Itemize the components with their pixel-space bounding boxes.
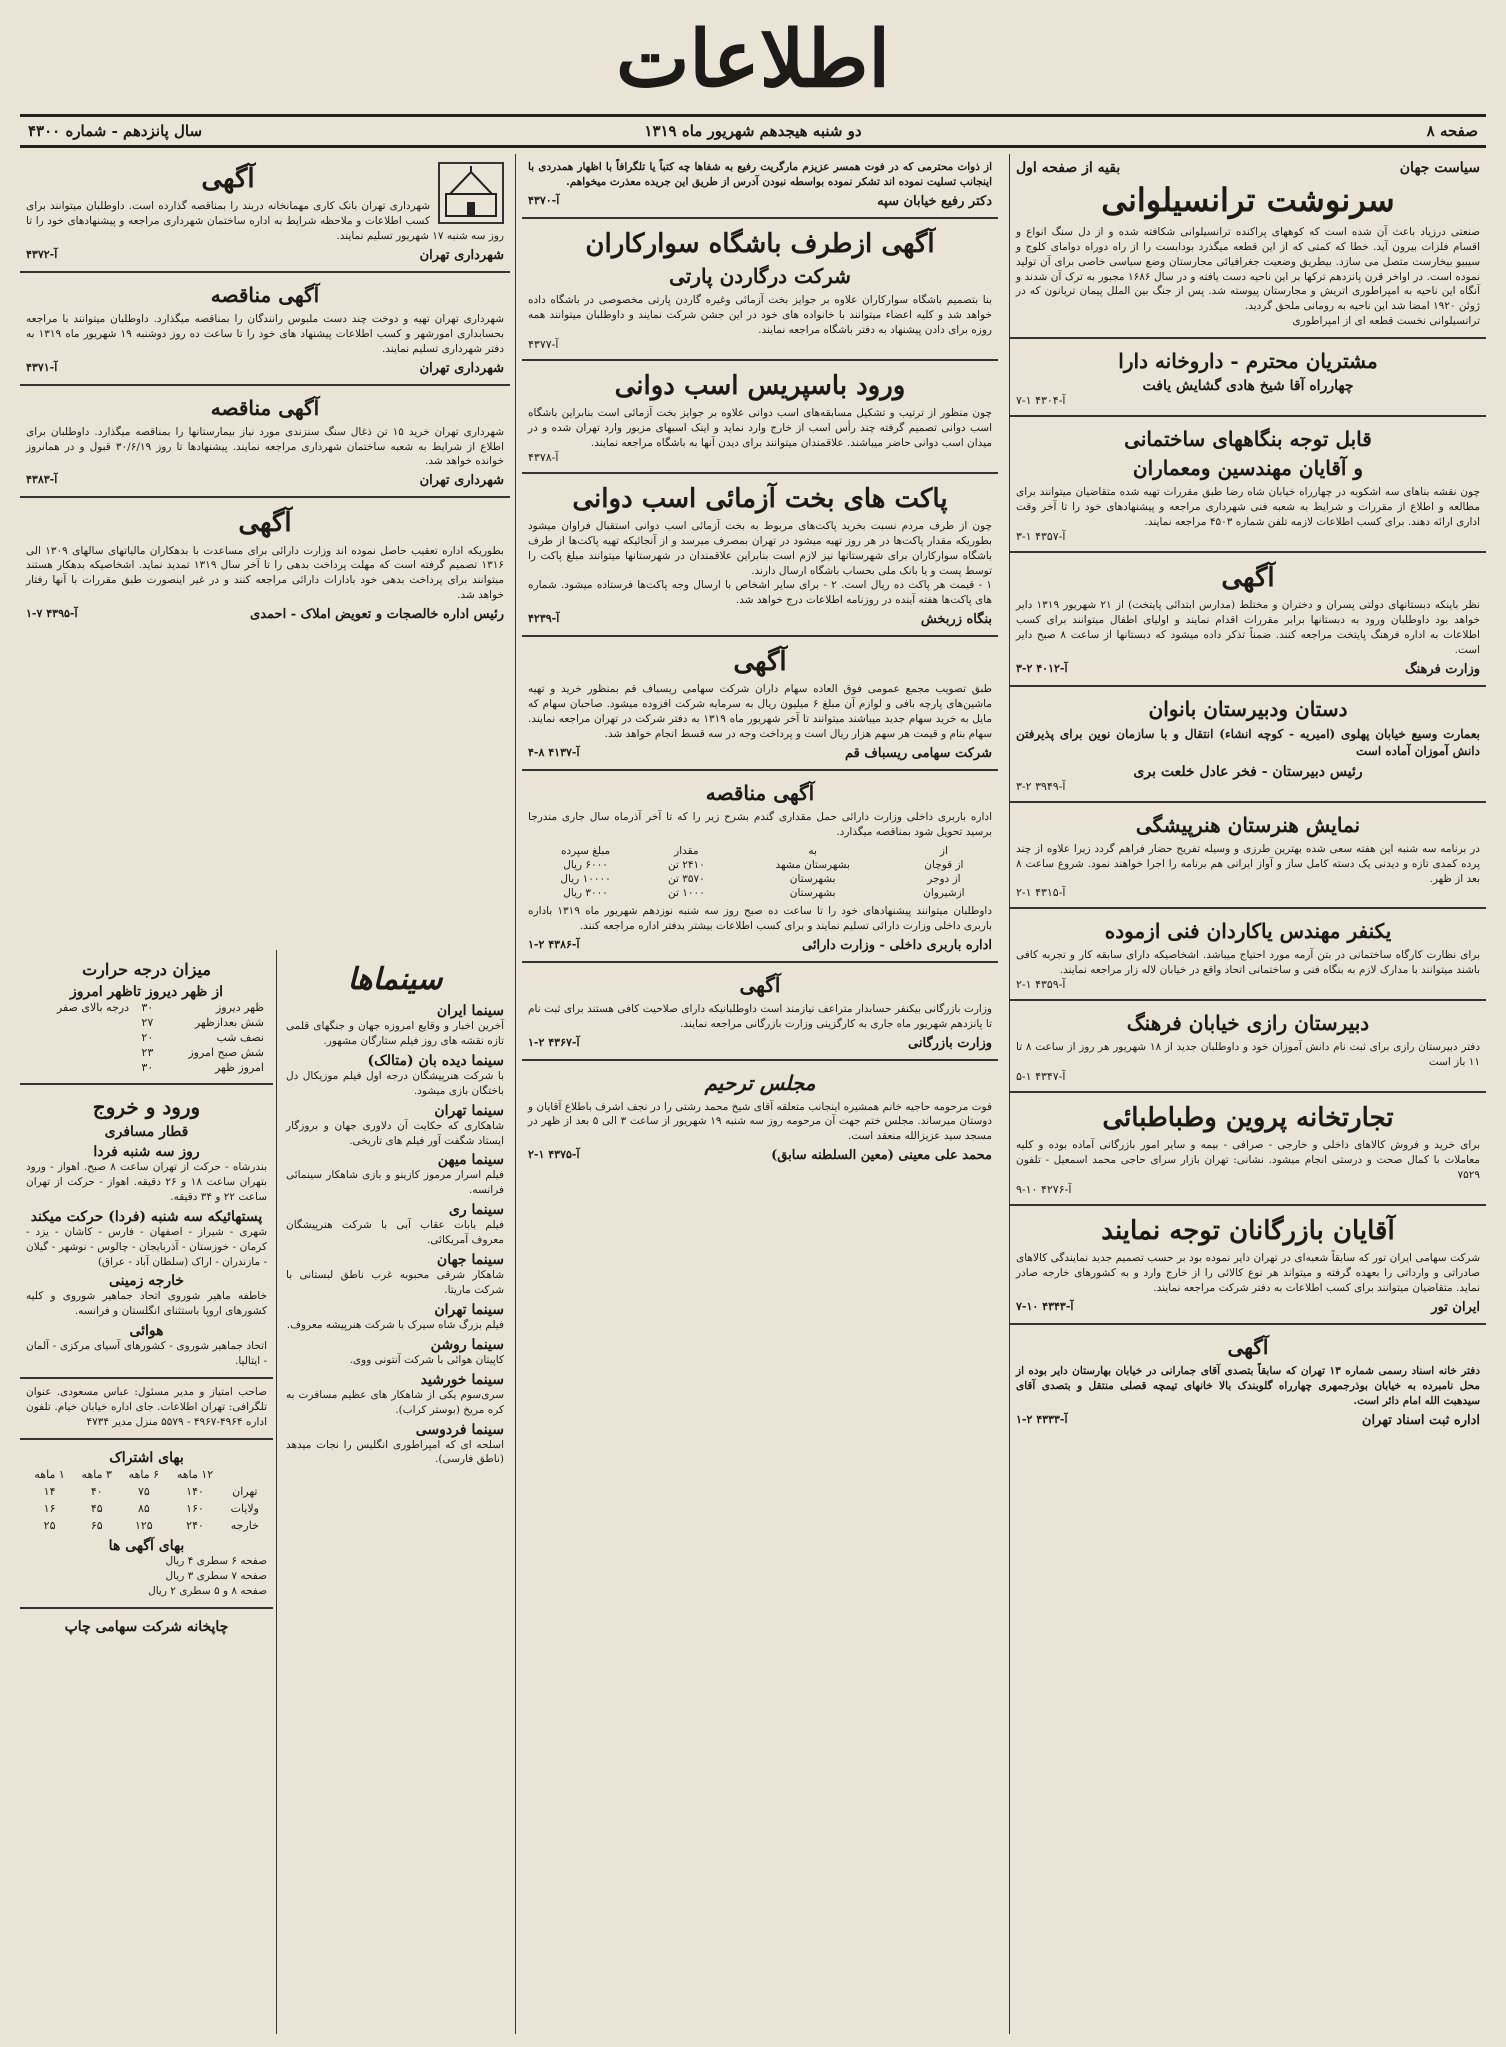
table-cell: بشهرستان	[789, 886, 836, 899]
ad-reference: آ-۳۹۴۹ ۲-۳	[1016, 779, 1066, 793]
travel-subheadline: قطار مسافری	[104, 1124, 189, 1140]
cinema-name: سینما ایران	[436, 1003, 504, 1019]
table-header: ۱ ماهه	[34, 1467, 65, 1481]
ad-headline: مجلس ترحیم	[704, 1070, 816, 1095]
table-cell: ظهر دیروز	[215, 1001, 264, 1014]
cinema-description: آخرین اخبار و وقایع امروزه جهان و جنگهای قلمی تازه نقشه های روز فیلم ستارگان مشهور.	[286, 1020, 504, 1047]
ad-headline: آگهی	[1221, 562, 1275, 593]
ad-headline: آگهی مناقصه	[210, 395, 320, 420]
ad-signer: وزارت بازرگانی	[908, 1035, 992, 1051]
ad-body: فوت مرحومه حاجیه خانم همشیره اینجانب متعلقه آقای شیخ محمد رشتی را در نجف اشرف باطلاع آقایان و دوستان میرساند. مجلس ختم جهت آن مرحومه روز سه شنبه ۱۹ شهریور از ساعت ۳ الی ۵ بعد از ظهر در مسجد سید عزیزالله منعقد است.	[528, 1100, 993, 1143]
table-cell: ۶۵	[90, 1518, 103, 1532]
ad-headline: پاکت های بخت آزمائی اسب دوانی	[572, 483, 948, 514]
table-header: از	[939, 844, 948, 857]
post-headline: پستهائیکه سه شنبه (فردا) حرکت میکند	[30, 1208, 263, 1225]
air-body: اتحاد جماهیر شوروی - کشورهای آسیای مرکزی - آلمان - ایتالیا.	[26, 1340, 267, 1368]
post-body: شهری - شیراز - اصفهان - فارس - کاشان - یزد - کرمان - خوزستان - آذربایجان - چالوس - نوشهر - گیلان - مازندران - اراک (سلطان آباد - عراق)	[26, 1225, 267, 1268]
cinema-listings	[280, 950, 510, 1475]
travel-date: روز سه شنبه فردا	[93, 1144, 200, 1160]
table-cell: ۱۴	[43, 1484, 56, 1498]
table-cell: ۱۴۰	[186, 1484, 204, 1498]
ad-body: دفتر خانه اسناد رسمی شماره ۱۳ تهران که سابقاً بتصدی آقای جمارانی در خیابان بهارستان دایر بوده از محل نامبرده به خیابان بوذرجمهری چهارراه گلوبندک بالا خانهای تیمچه قصلی منتقل و بتصدی آقای سیدهبت الله امام دائر است.	[1016, 1364, 1481, 1407]
cinema-item	[286, 1337, 504, 1368]
continued-label: بقیه از صفحه اول	[1016, 160, 1121, 176]
girls-school-ad	[1010, 687, 1486, 803]
travel-body: بندرشاه - حرکت از تهران ساعت ۸ صبح. اهواز - ورود بتهران ساعت ۱۸ و ۲۶ دقیقه. اهواز - حرکت از تهران ساعت ۲۲ و ۳۴ دقیقه.	[26, 1161, 267, 1203]
table-header: ۱۲ ماهه	[176, 1467, 214, 1481]
ad-reference: آ-۴۳۴۳ ۱۰-۷	[1016, 1299, 1074, 1313]
table-cell: امروز ظهر	[214, 1061, 264, 1074]
ad-signer: اداره باربری داخلی - وزارت دارائی	[802, 937, 992, 953]
ad-signer: شهرداری تهران	[419, 473, 504, 489]
ad-signer: دکتر رفیع خیابان سپه	[877, 193, 992, 209]
ad-body-2: ۱ - قیمت هر پاکت ده ریال است. ۲ - برای سایر اشخاص با ارسال وجه پاکت‌ها فرستاده میشود. شماره های پاکت‌ها هفته آینده در روزنامه اطلاعات درج خواهد شد.	[528, 579, 992, 607]
table-cell: ۲۵	[43, 1518, 56, 1532]
cinema-item	[286, 1053, 504, 1099]
table-header: ۶ ماهه	[128, 1467, 160, 1481]
ad-reference: آ-۴۳۷۲	[26, 247, 58, 261]
table-cell: ۷۵	[137, 1484, 150, 1498]
table-cell: ۳۰	[141, 1001, 154, 1014]
cinema-description: فیلم بابات عقاب آبی با شرکت هنرپیشگان معروف آمریکائی.	[286, 1219, 504, 1247]
ad-reference: آ-۴۲۷۶ ۱۰-۹	[1016, 1182, 1072, 1196]
ad-headline: آگهی	[1227, 1334, 1269, 1359]
ad-body: شرکت سهامی ایران تور که سابقاً شعبه‌ای در تهران دایر نموده بود بر حسب تصمیم جدید نمایندگی کالاهای صادراتی و وارداتی را بعهده گرفته و میتواند هر نوع کالائی را از خارج وارد و به کشورهای خارجه صادر نماید. متقاضیان میتوانند برای کسب اطلاعات به دفتر شرکت مراجعه نمایند.	[1016, 1252, 1480, 1294]
table-cell: نصف شب	[216, 1031, 264, 1044]
column-middle	[522, 154, 998, 2034]
table-row	[26, 1015, 267, 1030]
ad-body: وزارت بازرگانی بیکنفر حسابدار متراعف نیازمند است داوطلبانیکه دارای صلاحیت کافی هستند برای ثبت نام تا پانزدهم شهریور ماه جاری به کارگزینی وزارت بازرگانی مراجعه نمایند.	[528, 1002, 992, 1030]
table-cell: ۲۴۰	[186, 1518, 204, 1532]
table-cell: از دوجر	[927, 872, 961, 885]
ad-reference: آ-۴۳۷۵ ۱-۲	[528, 1148, 580, 1162]
subscription-headline: بهای اشتراک	[109, 1449, 184, 1466]
section-label: سیاست جهان	[1399, 160, 1480, 176]
table-cell: ۲۳	[141, 1046, 154, 1059]
weather-headline: میزان درجه حرارت	[82, 960, 211, 979]
municipality-emblem-icon	[438, 162, 504, 224]
table-cell: شش صبح امروز	[188, 1046, 264, 1059]
cinema-description: با شرکت هنرپیشگان درجه اول فیلم موزیکال دل باختگان بازی میشود.	[286, 1069, 504, 1097]
table-row	[26, 1060, 267, 1075]
riding-club-ad	[522, 219, 998, 361]
table-cell: ۱۰۰۰ تن	[667, 886, 705, 899]
culture-ministry-notice	[1010, 553, 1486, 687]
table-cell	[26, 1060, 132, 1075]
ad-body: بنا بتصمیم باشگاه سوارکاران علاوه بر جوایز بخت آزمائی وغیره گاردن پارتی مخصوصی در باشگاه داده خواهد شد و کلیه اعضاء میتوانند با خانواده های خود در این جشن شرکت نمایند و داوطلبان میتوانند همه روزه برای دادن پیشنهاد به دفتر باشگاه مراجعه نمایند.	[528, 294, 992, 336]
ad-reference: آ-۴۰۱۲ ۲-۳	[1016, 661, 1068, 675]
cinema-name: سینما ری	[448, 1202, 504, 1219]
table-row	[26, 1045, 267, 1060]
article-footer: ترانسیلوانی نخست قطعه ای از امپراطوری	[1292, 315, 1480, 328]
printer-name: چاپخانه شرکت سهامی چاپ	[64, 1618, 229, 1635]
ad-headline: مشتریان محترم - داروخانه دارا	[1118, 349, 1378, 374]
printer-box	[20, 1609, 273, 1643]
shareholders-notice	[522, 637, 998, 771]
razi-school-ad	[1010, 1001, 1486, 1093]
issue-number: سال پانزدهم - شماره ۴۳۰۰	[28, 122, 203, 140]
ad-body: چون نقشه بناهای سه اشکوبه در چهارراه خیابان شاه رضا طبق مقررات تهیه شده متقاضیان میتوانند برای مطالعه و اطلاع از مقررات و شرایط به شعبه فنی شهرداری مراجعه و پیشنهادهای خود را تا آخر وقت اداری ارائه دهند. برای کسب اطلاعات لازمه تلفن شماره ۴۵۰۳ مراجعه نمایند.	[1016, 486, 1480, 528]
table-cell: ۴۵	[90, 1501, 103, 1515]
table-cell: ۲۷	[141, 1016, 154, 1029]
ad-headline: آگهی مناقصه	[705, 781, 815, 806]
table-cell	[26, 1015, 132, 1030]
ad-reference: آ-۴۱۳۷ ۸-۴	[528, 746, 580, 760]
table-header: مبلغ سپرده	[561, 844, 611, 857]
table-row	[26, 1517, 267, 1534]
table-cell: خارجه	[230, 1518, 259, 1532]
cinema-description: کاپیتان هوائی با شرکت آنتونی ووی.	[349, 1353, 504, 1366]
air-headline: هوائی	[129, 1323, 164, 1340]
ad-headline: آگهی مناقصه	[210, 282, 320, 307]
ad-body: برای خرید و فروش کالاهای داخلی و خارجی - صرافی - بیمه و سایر امور بازرگانی آماده بوده و کلیه معاملات با کمال صحت و درستی انجام میشود. نشانی: تهران بازار سرای حاجی محمد اسمعیل - تلفون ۷۵۲۹	[1016, 1139, 1480, 1182]
ad-headline: دستان ودبیرستان بانوان	[1148, 696, 1348, 721]
ad-headline: آگهی	[201, 164, 255, 194]
article-headline: سرنوشت ترانسیلوانی	[1101, 181, 1395, 219]
travel-headline: ورود و خروج	[92, 1095, 201, 1119]
ad-signer: محمد علی معینی (معین السلطنه سابق)	[771, 1148, 992, 1164]
ad-body: چون از طرف مردم نسبت بخرید پاکت‌های مربوط به بخت آزمائی اسب دوانی استقبال فراوان میشود بطوریکه مقدار پاکت‌ها در هر روز تهیه میشود در تهران بمصرف میرسد و از آنجائیکه تهیه پاکت‌ها از طرف باشگاه سوارکاران برای شهرستانها نیز لازم است بنابراین علاقمندان در شهرستانها میتوانند مبلغ پاکت را توسط پست و یا بانک ملی بحساب باشگاه ارسال دارند.	[528, 519, 992, 577]
ad-reference: آ-۴۳۴۷ ۱-۵	[1016, 1070, 1066, 1084]
cinema-name: سینما تهران	[434, 1301, 504, 1318]
table-header-row	[528, 844, 992, 858]
table-cell: بشهرستان	[789, 872, 836, 885]
table-cell: ۱۲۵	[134, 1518, 153, 1532]
table-cell	[223, 1466, 267, 1483]
table-cell	[26, 1045, 132, 1060]
notary-notice	[1010, 1325, 1486, 1436]
ad-body: شهرداری تهران تهیه و دوخت چند دست ملبوس رانندگان را بمناقصه میگذارد. داوطلبان میتوانند با مراجعه بحسابداری امورشهر و کسب اطلاعات پیشنهاد های خود را تا ساعت ده روز دوشنبه ۱۹ شهریور ماه ۱۳۱۹ به دفتر شهرداری تسلیم نمایند.	[26, 312, 505, 355]
ad-body: طبق تصویب مجمع عمومی فوق العاده سهام داران شرکت سهامی ریسباف قم بمنظور خرید و تهیه ماشین‌های پارچه بافی و لوازم آن مبلغ ۶ میلیون ریال به سرمایه شرکت افزوده میشود. صاحبان سهام که مایل به خرید سهام جدید میباشند میتوانند تا آخر شهریور ماه ۱۳۱۹ به دفتر شرکت در تهران مراجعه نمایند. سهام بنام و قیمت هر سهم هزار ریال است و پرداخت وجه در سه قسط انجام خواهد شد.	[528, 683, 992, 741]
cinema-name: سینما دیده بان (متالک)	[367, 1052, 504, 1069]
table-cell: ۲۴۱۰ تن	[667, 858, 705, 871]
table-header: به	[808, 844, 817, 857]
cinema-description: سری‌سوم یکی از شاهکار های عظیم مسافرت به کره مریخ (بوستر کراب).	[286, 1388, 504, 1416]
cinema-name: سینما خورشید	[420, 1371, 504, 1388]
table-row	[26, 1000, 267, 1015]
table-cell: ۱۶۰	[186, 1501, 204, 1515]
ad-signer: شرکت سهامی ریسباف قم	[845, 746, 992, 762]
ad-headline: یکنفر مهندس یاکاردان فنی ازموده	[1104, 919, 1392, 944]
cinema-item	[286, 1152, 504, 1198]
ad-reference: آ-۴۳۱۵ ۱-۲	[1016, 886, 1066, 900]
ad-body: نظر باینکه دبستانهای دولتی پسران و دختران و مختلط (مدارس ابتدائی پایتخت) از ۲۱ شهریور ۱۳۱۹ دایر خواهد بود داوطلبان ورود به دبستانها برابر مقررات اقدام نمایند و اولیای اطفال میتوانند برای کسب اطلاعات به اداره فرهنگ پایتخت مراجعه کنند. ضمناً تذکر داده میشود که دبستانها از ساعت ۸ صبح دایر است.	[1016, 599, 1480, 656]
ad-body: دفتر دبیرستان رازی برای ثبت نام دانش آموزان خود و داوطلبان جدید از ۱۸ شهریور هر روز از ساعت ۸ تا ۱۱ باز است	[1016, 1041, 1480, 1069]
table-row	[528, 886, 992, 900]
table-row	[26, 1030, 267, 1045]
ad-headline: آگهی	[739, 972, 781, 997]
masthead	[0, 6, 1506, 114]
page-number: صفحه ۸	[1426, 122, 1478, 140]
ad-signer: شهرداری تهران	[419, 247, 504, 263]
ad-reference: آ-۴۳۷۸	[528, 450, 559, 464]
ad-reference: آ-۴۳۰۴ ۱-۷	[1016, 394, 1066, 408]
table-cell: ۸۵	[137, 1501, 150, 1515]
ad-body: در برنامه سه شنبه این هفته سعی شده بهترین طرزی و وسیله تفریح حضار فراهم گردد زیرا علاوه از چند پرده کمدی تازه و دیدنی یک دسته کامل ساز و آواز ایرانی هم برنامه را اجرا خواهند نمود. شروع ساعت ۸ بعد از ظهر.	[1016, 842, 1480, 885]
ad-reference: آ-۴۳۹۵ ۷-۱	[26, 607, 78, 621]
foreign-headline: خارجه زمینی	[108, 1273, 185, 1290]
ad-signer: ایران تور	[1431, 1299, 1480, 1315]
column-rule	[515, 154, 516, 2034]
table-row	[26, 1483, 267, 1500]
ad-signer: شهرداری تهران	[419, 360, 504, 376]
cinema-description: شاهکار شرقی محبوبه غرب ناطق لبستانی با شرکت ماریتا.	[286, 1269, 504, 1296]
table-cell: ۱۶	[43, 1501, 56, 1515]
cinema-description: اسلحه ای که امپراطوری انگلیس را نجات میدهد (ناطق فارسی).	[286, 1438, 504, 1466]
ad-headline: قابل توجه بنگاههای ساختمانی	[1124, 427, 1372, 452]
ad-reference: آ-۴۳۵۷ ۱-۳	[1016, 529, 1066, 543]
cinema-item	[286, 1302, 504, 1333]
ad-body: چون منظور از ترتیب و تشکیل مسابقه‌های اسب دوانی علاوه بر جوایز بخت آزمائی است بنابراین باشگاه اسب دوانی تصمیم گرفته چند رأس اسب از خارج وارد نماید و اینک اسبهای مزبور وارد تهران شده و در میدان اسب دوانی حاضر میباشند. علاقمندان میتوانند برای دیدن آنها به باشگاه مراجعه نمایند.	[528, 406, 992, 449]
wheat-tender	[522, 771, 998, 963]
table-header: مقدار	[674, 844, 699, 857]
article-body: صنعتی درزیاد باعث آن شده است که کوههای پراکنده ترانسیلوانی شکافته شده و از دل سنگ انواع و اقسام فلزات بیرون آید. خطا که کمتی که از این قطعه میگذرد بودابست را از راه دوراه دوامای کلوج و سیبیو بیخارست متصل می سازد. بیطریق وضعیت جغرافیائی مجارستان وضع سیاسی خاصی برای آن تولید نموده است. در اواخر قرن پانزدهم ترکها بر این ناحیه دست یافته و در سال ۱۶۸۶ مجبور به ترک آن شدند و آنگاه این ناحیه به امپراطوری اتریش و مجارستان پیوسته شد. پس از جنگ بین الملل پیمان تریانون که در ژوئن ۱۹۲۰ امضا شد این ناحیه به رومانی ملحق گردید.	[1016, 225, 1480, 313]
ad-signer: اداره ثبت اسناد تهران	[1361, 1412, 1480, 1428]
table-row	[528, 872, 992, 886]
weather-box	[20, 950, 273, 1085]
ad-reference: آ-۴۳۸۳	[26, 473, 58, 487]
cinema-item	[286, 1202, 504, 1248]
table-cell: ۳۵۷۰ تن	[667, 872, 705, 885]
ad-headline: آگهی	[733, 647, 787, 678]
horse-import-ad	[522, 361, 998, 474]
ad-reference: آ-۴۲۳۹	[528, 612, 560, 626]
dateline	[20, 114, 1486, 148]
uniform-tender	[20, 273, 510, 386]
condolence-thanks	[522, 154, 998, 219]
table-row	[528, 858, 992, 872]
column-rule	[276, 950, 277, 2034]
tax-notice	[20, 498, 510, 630]
ad-body: از ذوات محترمی که در فوت همسر عزیزم مارگریت رفیع به شفاها چه کتباً یا تلگرافاً با اظهار همدردی با اینجانب تسلیت نموده اند تشکر نموده بواسطه نبودن آدرس از طریق این جریده معذرت میخواهم.	[528, 161, 992, 188]
travel-box	[20, 1085, 273, 1379]
engineer-wanted-ad	[1010, 909, 1486, 1001]
table-row	[26, 1500, 267, 1517]
ad-body: بعمارت وسیع خیابان پهلوی (امیریه - کوچه انشاء) انتقال و با سازمان نوین برای پذیرفتن دانش آموزان آماده است	[1016, 726, 1480, 758]
ad-body: شهرداری تهران بانک کاری مهمانخانه دربند را بمناقصه گذارده است. داوطلبان میتوانند برای کسب اطلاعات و ملاحظه شرایط به اداره ساختمان شهرداری مراجعه و پیشنهادهای خود را تا روز سه شنبه ۱۷ شهریور تسلیم نمایند.	[26, 200, 504, 242]
publisher-info: صاحب امتیاز و مدیر مسئول: عباس مسعودی. عنوان تلگرافی: تهران اطلاعات. جای اداره خیابان خیام. تلفون اداره ۴۹۶۴-۴۹۶۷ - ۵۵۷۹ منزل مدیر ۴۷۳۴	[26, 1386, 267, 1428]
column-left-lower-a	[20, 950, 273, 2034]
cinema-name: سینما روشن	[430, 1336, 504, 1353]
ad-reference: آ-۴۳۵۹ ۱-۲	[1016, 978, 1066, 992]
ad-body: اداره باربری داخلی وزارت دارائی حمل مقداری گندم بشرح زیر را که تا آخر آذرماه سال جاری مندرجا برسید تحویل شود بمناقصه میگذارد.	[528, 811, 992, 838]
ad-reference: آ-۴۳۷۰	[528, 193, 560, 207]
ad-body: بطوریکه اداره تعقیب حاصل نموده اند وزارت دارائی برای مساعدت با بدهکاران مالیاتهای سالهای ۱۳۰۹ الی ۱۳۱۶ تصمیم گرفته است که مهلت پرداخت بدهی را تا آخر سال ۱۳۱۹ تمدید نماید. اشخاصیکه بدهکار هستند میتوانند برای پرداخت بدهی خود بادارات دارائی مراجعه کنند و در غیر اینصورت طبق مقررات با آنها رفتار خواهد شد.	[26, 544, 504, 602]
ad-reference: آ-۴۳۸۶ ۲-۱	[528, 937, 580, 951]
column-left-upper	[20, 154, 510, 944]
ad-body: شهرداری تهران خرید ۱۵ تن ذغال سنگ سنزندی مورد نیاز بیمارستانها را بمناقصه میگذارد. داوطلبان برای اطلاع از شرایط به شعبه ساختمان شهرداری مراجعه نمایند. پیشنهادها تا روز ۳۰/۶/۱۹ قبول و در همانروز خوانده خواهد شد.	[26, 425, 505, 468]
cinema-name: سینما میهن	[437, 1152, 504, 1169]
weather-table	[26, 1000, 267, 1075]
table-header: ۳ ماهه	[81, 1467, 112, 1481]
tender-table	[528, 844, 992, 900]
ad-headline: آگهی	[238, 508, 292, 539]
engineers-ad	[1010, 417, 1486, 553]
cinema-logo: سینماها	[347, 962, 443, 997]
world-politics-article	[1010, 154, 1486, 339]
cinema-item	[286, 1422, 504, 1468]
ad-rates-headline: بهای آگهی ها	[108, 1537, 185, 1554]
table-cell: ۶۰۰۰ ریال	[563, 858, 608, 871]
ad-body-2: داوطلبان میتوانند پیشنهادهای خود را تا ساعت ده صبح روز سه شنبه نوزدهم شهریور ماه ۱۳۱۹ باداره باربری داخلی وزارت دارائی تسلیم نمایند و برای کسب اطلاعات بیشتر بدفتر اداره مراجعه کنند.	[528, 904, 992, 932]
ad-headline: دبیرستان رازی خیابان فرهنگ	[1126, 1011, 1370, 1036]
newspaper-title: اطلاعات	[615, 14, 891, 105]
ad-reference: آ-۴۳۷۷	[528, 337, 559, 351]
cinema-name: سینما فردوسی	[415, 1421, 504, 1438]
cinema-item	[286, 1003, 504, 1049]
ad-headline: تجارتخانه پروین وطباطبائی	[1102, 1103, 1394, 1134]
merchants-ad	[1010, 1206, 1486, 1325]
cinema-description: شاهکاری که حکایت آن دلاوری جهان و بروزگار ایستاد شگفت آور فیلم های تاریخی.	[286, 1119, 504, 1147]
table-cell: ۳۰۰۰ ریال	[563, 886, 608, 899]
memorial-notice	[522, 1061, 998, 1172]
table-header-row	[26, 1466, 267, 1483]
municipality-notice	[20, 154, 510, 273]
table-cell	[26, 1030, 132, 1045]
foreign-body: خاطفه ماهیر شوروی اتحاد جماهیر شوروی و کلیه کشورهای اروپا باستثنای انگلستان و فرانسه.	[26, 1290, 267, 1318]
table-cell: از قوچان	[924, 858, 964, 871]
pharmacy-ad	[1010, 339, 1486, 417]
cinema-item	[286, 1103, 504, 1149]
issue-date: دو شنبه هیجدهم شهریور ماه ۱۳۱۹	[644, 122, 862, 140]
table-cell: ۱۰۰۰۰ ریال	[560, 872, 611, 885]
ad-signer: وزارت فرهنگ	[1404, 661, 1480, 677]
cinema-item	[286, 1372, 504, 1418]
ad-rate-line: صفحه ۷ سطری ۳ ریال	[165, 1569, 267, 1582]
art-school-ad	[1010, 803, 1486, 910]
lottery-ad	[522, 474, 998, 638]
table-cell: شش بعدازظهر	[194, 1016, 264, 1029]
ad-reference: آ-۴۳۳۳ ۲-۱	[1016, 1412, 1068, 1426]
ad-headline: آقایان بازرگانان توجه نمایند	[1101, 1215, 1395, 1246]
column-right	[1010, 154, 1486, 2034]
cinema-description: فیلم اسرار مرموز کازینو و بازی شاهکار سینمائی فرانسه.	[286, 1169, 504, 1197]
table-cell: ولایات	[230, 1501, 259, 1515]
ad-rate-line: صفحه ۸ و ۵ سطری ۲ ریال	[148, 1584, 267, 1597]
ad-reference: آ-۴۳۶۷ ۲-۱	[528, 1035, 580, 1049]
cinema-description: فیلم بزرگ شاه سیرک با شرکت هنرپیشه معروف.	[286, 1318, 504, 1331]
table-cell: ازشیروان	[923, 886, 965, 899]
table-cell: ۴۰	[90, 1484, 103, 1498]
subscription-table	[26, 1466, 267, 1534]
ad-headline: ورود باسپریس اسب دوانی	[614, 370, 906, 401]
ad-reference: آ-۴۳۷۱	[26, 360, 58, 374]
publisher-box	[20, 1379, 273, 1440]
column-left-lower-b	[280, 950, 510, 2034]
table-cell: بشهرستان مشهد	[775, 858, 850, 871]
ad-headline: آگهی ازطرف باشگاه سوارکاران	[585, 228, 935, 259]
weather-subheadline: از ظهر دیروز تاظهر امروز	[70, 984, 223, 1000]
ad-signer: رئیس اداره خالصجات و تعویض املاک - احمدی	[250, 607, 504, 623]
table-cell: درجه بالای صفر	[56, 1001, 130, 1014]
accountant-wanted-ad	[522, 963, 998, 1061]
cinema-item	[286, 1252, 504, 1298]
trade-house-ad	[1010, 1093, 1486, 1206]
ad-signer: بنگاه زربخش	[920, 612, 992, 628]
table-cell: ۳۰	[141, 1061, 154, 1074]
ad-headline: نمایش هنرستان هنرپیشگی	[1135, 812, 1361, 837]
ad-rate-line: صفحه ۶ سطری ۴ ریال	[165, 1554, 267, 1567]
ad-signer: رئیس دبیرستان - فخر عادل خلعت بری	[1133, 763, 1363, 780]
ad-headline-2: و آقایان مهندسین ومعماران	[1132, 456, 1364, 481]
cinema-name: سینما تهران	[434, 1102, 504, 1119]
ad-subheadline: چهارراه آقا شیخ هادی گشایش یافت	[1142, 378, 1354, 395]
ad-subheadline: شرکت درگاردن پارتی	[669, 264, 851, 288]
ad-body: برای نظارت کارگاه ساختمانی در بتن آرمه مورد احتیاج میباشد. اشخاصیکه دارای سابقه کار و تجربه کافی باشند میتوانند با مدارک لازم به بنگاه فنی و ساختمانی اتحاد واقع در خیابان لاله زار مراجعه نمایند.	[1016, 949, 1480, 977]
coal-tender	[20, 386, 510, 499]
cinema-name: سینما جهان	[436, 1252, 504, 1269]
subscription-box	[20, 1440, 273, 1609]
table-cell: ۲۰	[141, 1031, 154, 1044]
table-cell: تهران	[232, 1484, 258, 1498]
